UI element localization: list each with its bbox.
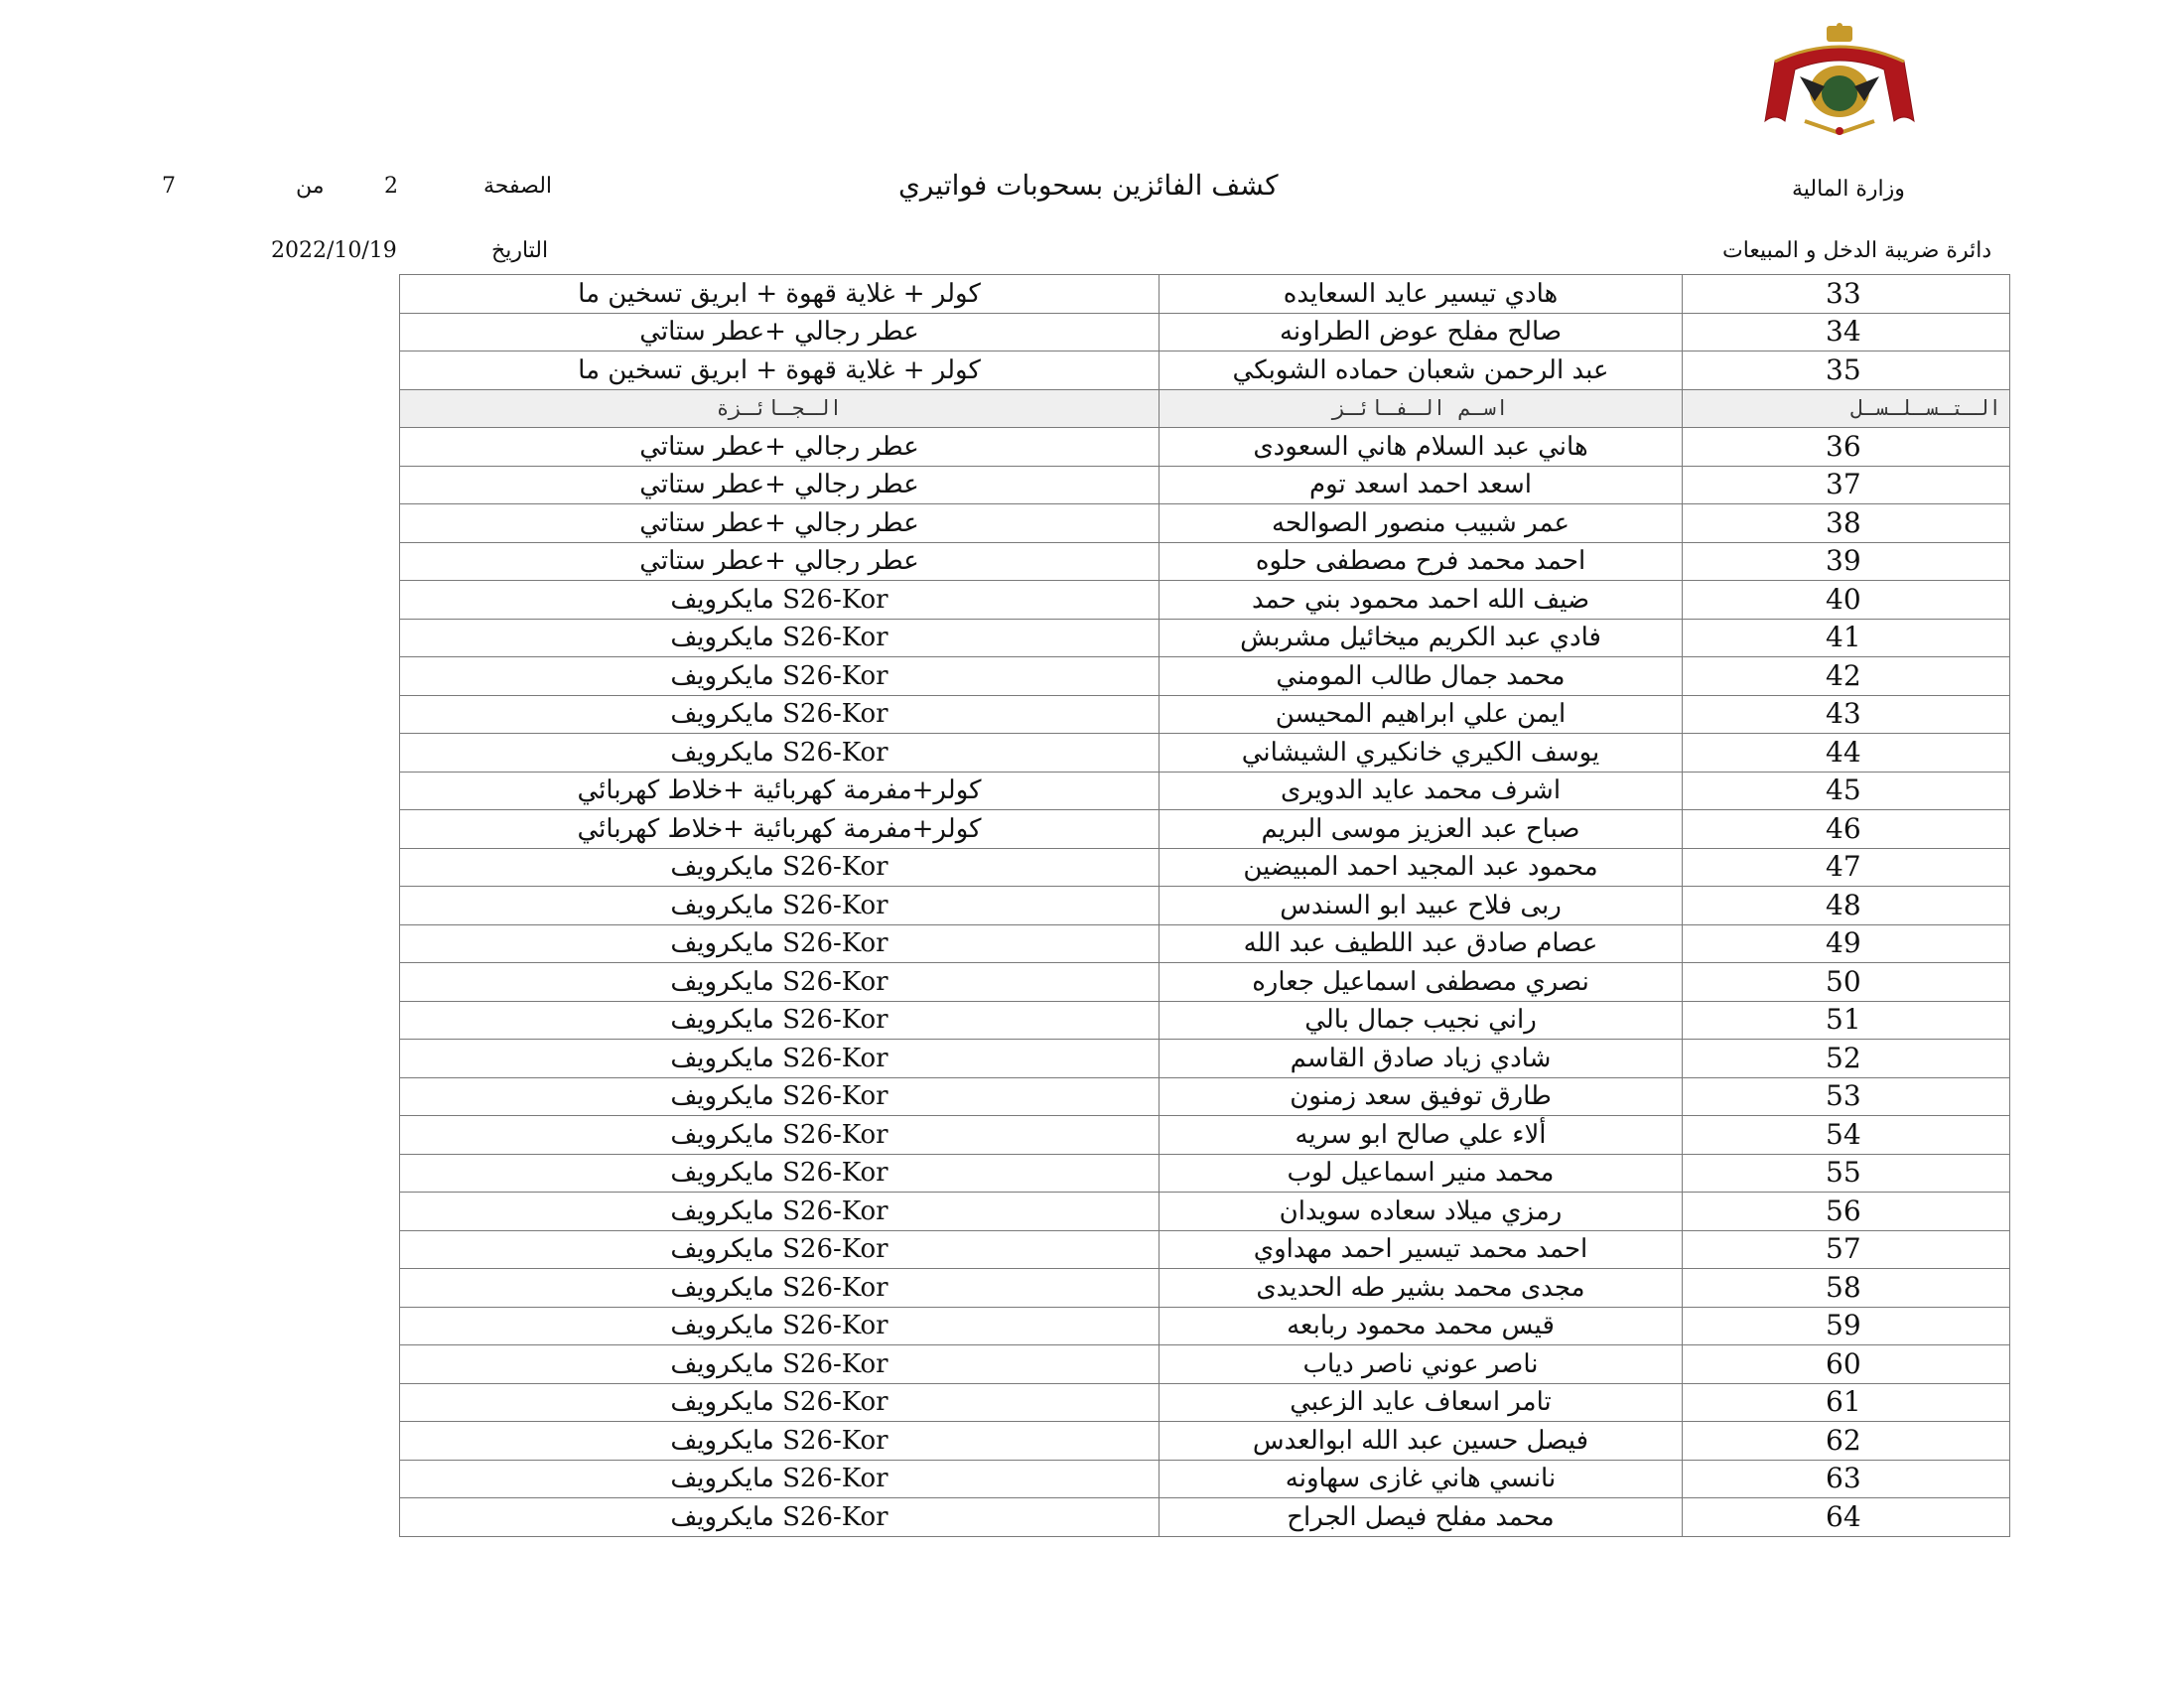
serial-cell: 55 bbox=[1683, 1154, 2010, 1193]
winner-name-cell: محمد منير اسماعيل لوب bbox=[1160, 1154, 1683, 1193]
winner-name-cell: اشرف محمد عايد الدويرى bbox=[1160, 772, 1683, 810]
table-row bbox=[400, 1116, 2010, 1155]
serial-cell: 47 bbox=[1683, 848, 2010, 887]
of-label: من bbox=[296, 174, 325, 199]
table-row bbox=[400, 1193, 2010, 1231]
table-row bbox=[400, 1460, 2010, 1498]
winner-name-cell: ايمن علي ابراهيم المحيسن bbox=[1160, 695, 1683, 734]
winner-name-cell: تامر اسعاف عايد الزعبي bbox=[1160, 1383, 1683, 1422]
serial-cell: 41 bbox=[1683, 619, 2010, 657]
serial-cell: 57 bbox=[1683, 1230, 2010, 1269]
serial-cell: 60 bbox=[1683, 1345, 2010, 1384]
winner-name-cell: شادي زياد صادق القاسم bbox=[1160, 1040, 1683, 1078]
prize-cell: كولر + غلاية قهوة + ابريق تسخين ما bbox=[400, 275, 1160, 314]
winner-name-cell: راني نجيب جمال بالي bbox=[1160, 1001, 1683, 1040]
winner-name-cell: اسعد احمد اسعد توم bbox=[1160, 466, 1683, 504]
winner-name-cell: ألاء علي صالح ابو سريه bbox=[1160, 1116, 1683, 1155]
prize-cell: كولر+مفرمة كهربائية +خلاط كهربائي bbox=[400, 772, 1160, 810]
winner-name-cell: محمد مفلح فيصل الجراح bbox=[1160, 1498, 1683, 1537]
winner-name-cell: يوسف الكيري خانكيري الشيشاني bbox=[1160, 734, 1683, 773]
serial-column-header: الـتـسـلـسـل bbox=[1683, 389, 2010, 428]
table-row bbox=[400, 313, 2010, 352]
table-row bbox=[400, 542, 2010, 581]
table-row bbox=[400, 1498, 2010, 1537]
department-name: دائرة ضريبة الدخل و المبيعات bbox=[1722, 238, 1992, 263]
total-pages: 7 bbox=[162, 174, 176, 199]
table-row bbox=[400, 504, 2010, 543]
table-row bbox=[400, 1383, 2010, 1422]
prize-cell: مايكرويف S26-Kor bbox=[400, 963, 1160, 1002]
prize-cell: عطر رجالي +عطر ستاتي bbox=[400, 466, 1160, 504]
serial-cell: 64 bbox=[1683, 1498, 2010, 1537]
prize-cell: مايكرويف S26-Kor bbox=[400, 924, 1160, 963]
table-row bbox=[400, 734, 2010, 773]
prize-cell: كولر + غلاية قهوة + ابريق تسخين ما bbox=[400, 352, 1160, 390]
serial-cell: 42 bbox=[1683, 657, 2010, 696]
prize-cell: مايكرويف S26-Kor bbox=[400, 1345, 1160, 1384]
winner-name-cell: احمد محمد تيسير احمد مهداوي bbox=[1160, 1230, 1683, 1269]
prize-cell: مايكرويف S26-Kor bbox=[400, 1230, 1160, 1269]
winner-name-cell: عمر شبيب منصور الصوالحه bbox=[1160, 504, 1683, 543]
serial-cell: 53 bbox=[1683, 1077, 2010, 1116]
table-row bbox=[400, 1307, 2010, 1345]
column-header-row bbox=[400, 389, 2010, 428]
serial-cell: 62 bbox=[1683, 1422, 2010, 1461]
winner-name-cell: عبد الرحمن شعبان حماده الشوبكي bbox=[1160, 352, 1683, 390]
serial-cell: 50 bbox=[1683, 963, 2010, 1002]
prize-cell: مايكرويف S26-Kor bbox=[400, 1307, 1160, 1345]
serial-cell: 36 bbox=[1683, 428, 2010, 467]
serial-cell: 44 bbox=[1683, 734, 2010, 773]
winner-name-cell: نصري مصطفى اسماعيل جعاره bbox=[1160, 963, 1683, 1002]
winner-name-cell: ربى فلاح عبيد ابو السندس bbox=[1160, 887, 1683, 925]
page-title: كشف الفائزين بسحوبات فواتيري bbox=[898, 169, 1279, 202]
prize-cell: مايكرويف S26-Kor bbox=[400, 887, 1160, 925]
prize-cell: مايكرويف S26-Kor bbox=[400, 1422, 1160, 1461]
name-column-header: اسـم الـفـائـز bbox=[1160, 389, 1683, 428]
winner-name-cell: فادي عبد الكريم ميخائيل مشربش bbox=[1160, 619, 1683, 657]
winner-name-cell: صالح مفلح عوض الطراونه bbox=[1160, 313, 1683, 352]
serial-cell: 43 bbox=[1683, 695, 2010, 734]
serial-cell: 37 bbox=[1683, 466, 2010, 504]
winners-table bbox=[399, 274, 2010, 1537]
table-row bbox=[400, 1154, 2010, 1193]
prize-cell: مايكرويف S26-Kor bbox=[400, 1001, 1160, 1040]
serial-cell: 38 bbox=[1683, 504, 2010, 543]
winner-name-cell: قيس محمد محمود ربابعه bbox=[1160, 1307, 1683, 1345]
table-row bbox=[400, 772, 2010, 810]
winner-name-cell: مجدى محمد بشير طه الحديدى bbox=[1160, 1269, 1683, 1308]
serial-cell: 58 bbox=[1683, 1269, 2010, 1308]
serial-cell: 63 bbox=[1683, 1460, 2010, 1498]
table-row bbox=[400, 924, 2010, 963]
table-row bbox=[400, 1422, 2010, 1461]
table-row bbox=[400, 619, 2010, 657]
table-row bbox=[400, 848, 2010, 887]
ministry-name: وزارة المالية bbox=[1792, 177, 1905, 202]
table-row bbox=[400, 275, 2010, 314]
serial-cell: 56 bbox=[1683, 1193, 2010, 1231]
table-row bbox=[400, 1077, 2010, 1116]
serial-cell: 46 bbox=[1683, 810, 2010, 849]
serial-cell: 61 bbox=[1683, 1383, 2010, 1422]
winner-name-cell: نانسي هاني غازى سهاونه bbox=[1160, 1460, 1683, 1498]
prize-cell: مايكرويف S26-Kor bbox=[400, 619, 1160, 657]
page-number: 2 bbox=[384, 174, 398, 199]
serial-cell: 51 bbox=[1683, 1001, 2010, 1040]
prize-cell: مايكرويف S26-Kor bbox=[400, 1077, 1160, 1116]
prize-cell: عطر رجالي +عطر ستاتي bbox=[400, 428, 1160, 467]
winner-name-cell: احمد محمد فرح مصطفى حلوه bbox=[1160, 542, 1683, 581]
serial-cell: 59 bbox=[1683, 1307, 2010, 1345]
date-value: 2022/10/19 bbox=[271, 238, 397, 263]
prize-cell: مايكرويف S26-Kor bbox=[400, 695, 1160, 734]
serial-cell: 54 bbox=[1683, 1116, 2010, 1155]
table-row bbox=[400, 428, 2010, 467]
prize-cell: مايكرويف S26-Kor bbox=[400, 1269, 1160, 1308]
prize-cell: مايكرويف S26-Kor bbox=[400, 581, 1160, 620]
winner-name-cell: هاني عبد السلام هاني السعودى bbox=[1160, 428, 1683, 467]
table-row bbox=[400, 695, 2010, 734]
prize-cell: مايكرويف S26-Kor bbox=[400, 657, 1160, 696]
winner-name-cell: محمد جمال طالب المومني bbox=[1160, 657, 1683, 696]
coat-of-arms-icon bbox=[1755, 22, 1924, 141]
serial-cell: 33 bbox=[1683, 275, 2010, 314]
table-row bbox=[400, 581, 2010, 620]
table-row bbox=[400, 810, 2010, 849]
page-label: الصفحة bbox=[483, 174, 553, 199]
prize-cell: عطر رجالي +عطر ستاتي bbox=[400, 313, 1160, 352]
table-row bbox=[400, 1345, 2010, 1384]
winner-name-cell: صباح عبد العزيز موسى البريم bbox=[1160, 810, 1683, 849]
date-label: التاريخ bbox=[491, 238, 549, 263]
table-row bbox=[400, 887, 2010, 925]
table-row bbox=[400, 466, 2010, 504]
prize-cell: كولر+مفرمة كهربائية +خلاط كهربائي bbox=[400, 810, 1160, 849]
prize-cell: مايكرويف S26-Kor bbox=[400, 848, 1160, 887]
table-body-before bbox=[400, 275, 2010, 390]
prize-cell: مايكرويف S26-Kor bbox=[400, 1193, 1160, 1231]
winner-name-cell: طارق توفيق سعد زمنون bbox=[1160, 1077, 1683, 1116]
winner-name-cell: فيصل حسين عبد الله ابوالعدس bbox=[1160, 1422, 1683, 1461]
table-mid-header bbox=[400, 389, 2010, 428]
prize-cell: مايكرويف S26-Kor bbox=[400, 1383, 1160, 1422]
table-body-after bbox=[400, 428, 2010, 1537]
serial-cell: 39 bbox=[1683, 542, 2010, 581]
table-row bbox=[400, 352, 2010, 390]
winner-name-cell: عصام صادق عبد اللطيف عبد الله bbox=[1160, 924, 1683, 963]
serial-cell: 49 bbox=[1683, 924, 2010, 963]
table-row bbox=[400, 1040, 2010, 1078]
winner-name-cell: رمزي ميلاد سعاده سويدان bbox=[1160, 1193, 1683, 1231]
winner-name-cell: محمود عبد المجيد احمد المبيضين bbox=[1160, 848, 1683, 887]
table-row bbox=[400, 657, 2010, 696]
serial-cell: 52 bbox=[1683, 1040, 2010, 1078]
prize-cell: مايكرويف S26-Kor bbox=[400, 734, 1160, 773]
winner-name-cell: هادي تيسير عايد السعايده bbox=[1160, 275, 1683, 314]
serial-cell: 48 bbox=[1683, 887, 2010, 925]
table-row bbox=[400, 1001, 2010, 1040]
table-row bbox=[400, 963, 2010, 1002]
prize-cell: مايكرويف S26-Kor bbox=[400, 1498, 1160, 1537]
prize-cell: مايكرويف S26-Kor bbox=[400, 1460, 1160, 1498]
winner-name-cell: ضيف الله احمد محمود بني حمد bbox=[1160, 581, 1683, 620]
prize-column-header: الـجـائـزة bbox=[400, 389, 1160, 428]
prize-cell: عطر رجالي +عطر ستاتي bbox=[400, 542, 1160, 581]
prize-cell: مايكرويف S26-Kor bbox=[400, 1154, 1160, 1193]
prize-cell: مايكرويف S26-Kor bbox=[400, 1116, 1160, 1155]
prize-cell: مايكرويف S26-Kor bbox=[400, 1040, 1160, 1078]
serial-cell: 45 bbox=[1683, 772, 2010, 810]
table-row bbox=[400, 1269, 2010, 1308]
table-row bbox=[400, 1230, 2010, 1269]
serial-cell: 40 bbox=[1683, 581, 2010, 620]
winner-name-cell: ناصر عوني ناصر دياب bbox=[1160, 1345, 1683, 1384]
prize-cell: عطر رجالي +عطر ستاتي bbox=[400, 504, 1160, 543]
serial-cell: 34 bbox=[1683, 313, 2010, 352]
serial-cell: 35 bbox=[1683, 352, 2010, 390]
